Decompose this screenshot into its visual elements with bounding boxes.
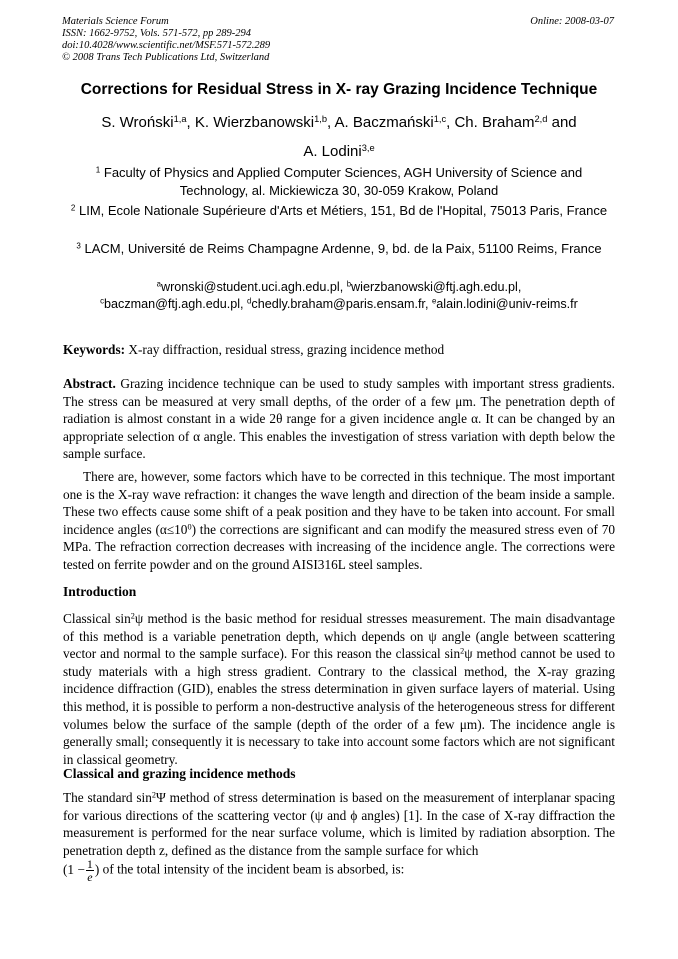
author-name: S. Wroński [101, 114, 174, 131]
author-name: A. Baczmański [334, 114, 434, 131]
affiliation-text: LACM, Université de Reims Champagne Ardenne, 9, bd. de la Paix, 51100 Reims, France [84, 241, 602, 256]
fraction: $\frac{1}{e}$ [86, 857, 93, 884]
issn-line: ISSN: 1662-9752, Vols. 571-572, pp 289-294 [62, 28, 251, 39]
author-affiliation-mark: 1,c [433, 113, 447, 124]
author-name: Ch. Braham [454, 114, 535, 131]
affiliation-number: 1 [95, 165, 101, 175]
author-affiliation-mark: 2,d [534, 113, 548, 124]
copyright-line: © 2008 Trans Tech Publications Ltd, Switzerland [62, 52, 270, 63]
affiliation-text: Faculty of Physics and Applied Computer Sciences, AGH University of Science and Technology, al. Mickiewicza 30, 30-059 Krakow, Poland [103, 165, 583, 198]
journal-header [62, 16, 270, 64]
classical-paragraph: The standard $\sin^2\Psi$ method of stress determination is based on the measurement of interplanar spacing for various directions of the scattering vector (ψ and ϕ angles) [1]. In the case of X-ray diffraction the measurement is performed for the near surface volume, which is limited by radiation absorption. The penetration depth z, defined as the distance from the sample surface for which [63, 790, 615, 858]
abstract [63, 375, 615, 574]
keywords [63, 341, 615, 359]
formula-line: (1 − $\frac{1}{e}$ ) of the total intensity of the incident beam is absorbed, is: [63, 857, 405, 884]
email-link[interactable]: alain.lodini@univ-reims.fr [436, 297, 578, 311]
author-name: A. Lodini [303, 143, 362, 160]
affiliation [70, 202, 608, 220]
email-link[interactable]: baczman@ftj.agh.edu.pl [104, 297, 241, 311]
author-affiliation-mark: 1,b [314, 113, 327, 124]
affiliation-number: 3 [76, 241, 81, 251]
keywords-text: X-ray diffraction, residual stress, grazing incidence method [128, 342, 445, 357]
email-link[interactable]: wronski@student.uci.agh.edu.pl [160, 280, 340, 294]
affiliation [70, 240, 608, 258]
email-list: $^a$wronski@student.uci.agh.edu.pl, $^b$wierzbanowski@ftj.agh.edu.pl, $^c$baczman@ftj.agh.edu.pl, $^d$chedly.braham@paris.ensam.fr, $^e$alain.lodini@univ-reims.fr [100, 279, 578, 311]
doi-line: doi:10.4028/www.scientific.net/MSF.571-572.289 [62, 40, 271, 51]
introduction-paragraph: Classical $\sin^2\psi$ method is the basic method for residual stresses measurement. The main disadvantage of this method is a variable penetration depth, which depends on ψ angle (angle between scattering vector and normal to the sample surface). For this reason the classical $\sin^2\psi$ method cannot be used to study materials with a high stress gradient. Contrary to the classical method, the X-ray grazing incidence diffraction (GID), enables the stress determination in given surface layers of material. Using this method, it is possible to perform a non-destructive analysis of the heterogeneous stress for different volumes below the surface of the sample (depth of the order of a few μm). The incidence angle is generally small; consequently it is necessary to take into account some factors which are not significant in classical geometry. [63, 611, 616, 767]
inline-formula: (1 − $\frac{1}{e}$ ) [63, 857, 100, 884]
author-affiliation-mark: 1,a [173, 113, 187, 124]
author-affiliation-mark: 3,e [361, 142, 375, 153]
online-date: Online: 2008-03-07 [530, 16, 614, 27]
paper-title: Corrections for Residual Stress in X- ray Grazing Incidence Technique [80, 81, 598, 98]
author-list: S. Wroński$^{1,a}$, K. Wierzbanowski$^{1,b}$, A. Baczmański$^{1,c}$, Ch. Braham$^{2,d}$ and A. Lodini$^{3,e}$ [101, 113, 577, 160]
keywords-label: Keywords: [63, 342, 126, 357]
section-heading-introduction: Introduction [63, 584, 137, 599]
abstract-label: Abstract. [63, 376, 116, 391]
affiliation [70, 164, 608, 200]
email-link[interactable]: wierzbanowski@ftj.agh.edu.pl [351, 280, 518, 294]
section-heading-classical: Classical and grazing incidence methods [63, 766, 296, 781]
abstract-paragraph: Abstract. Grazing incidence technique can be used to study samples with important stress gradients. The stress can be measured at very small depths, of the order of a few μm. The penetration depth of radiation is almost constant in a wide 2θ range for a given incidence angle α. It can be changed by an appropriate selection of α angle. This enables the investigation of stress variation with depth below the sample surface. [63, 376, 616, 462]
journal-name: Materials Science Forum [62, 16, 169, 27]
email-link[interactable]: chedly.braham@paris.ensam.fr [251, 297, 425, 311]
abstract-paragraph: There are, however, some factors which have to be corrected in this technique. The most important one is the X-ray wave refraction: it changes the wave length and direction of the beam inside a sample. These two effects cause some shift of a peak position and they have to be taken into account. For small incidence angles $(\alpha\le 10^0)$ the corrections are significant and can modify the measured stress even of 70 MPa. The refraction correction decreases with increasing of the incidence angle. The corrections were tested on ferrite powder and on the ground AISI316L steel samples. [63, 468, 615, 572]
affiliation-text: LIM, Ecole Nationale Supérieure d'Arts et Métiers, 151, Bd de l'Hopital, 75013 Paris, France [78, 203, 608, 218]
affiliation-number: 2 [70, 203, 76, 213]
author-name: K. Wierzbanowski [194, 114, 315, 131]
